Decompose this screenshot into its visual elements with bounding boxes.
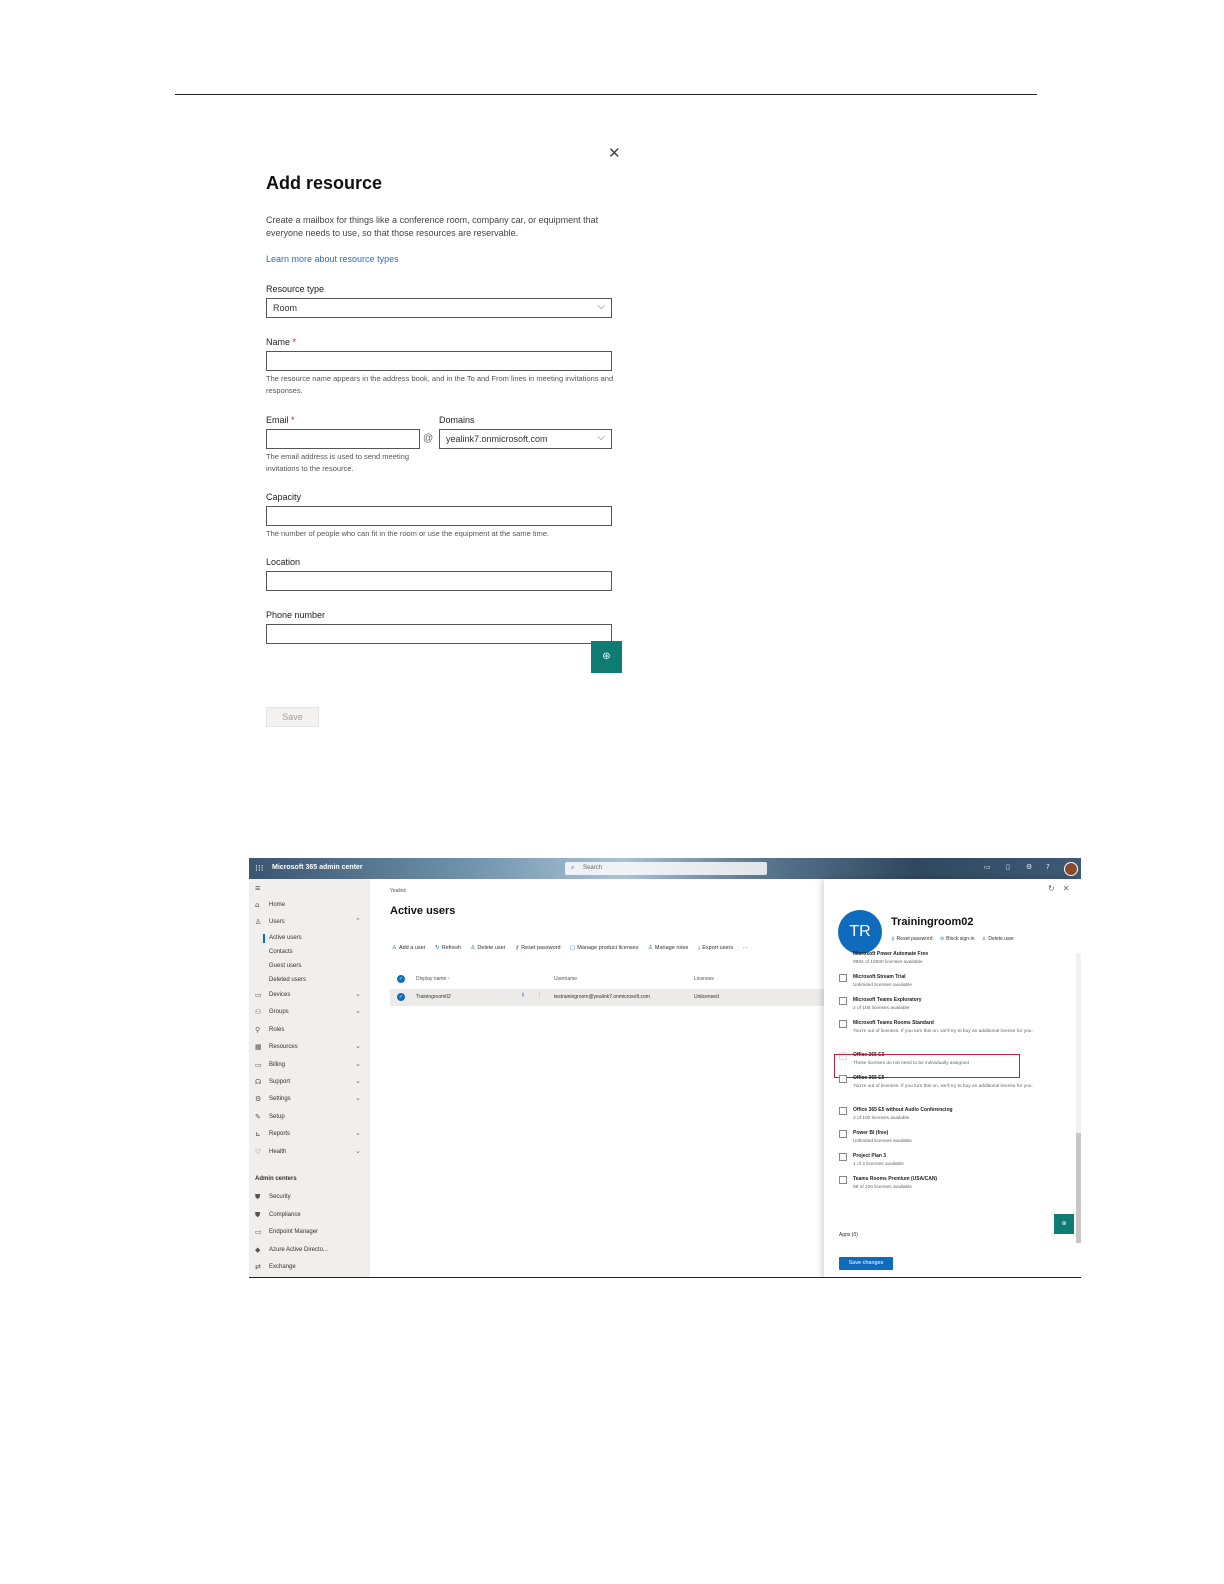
save-changes-button[interactable]: Save changes [839, 1257, 893, 1270]
license-item: Project Plan 3 1 of 2 licenses available [839, 1153, 1059, 1169]
avatar[interactable] [1064, 862, 1078, 876]
roles-icon: ♙ [647, 945, 653, 951]
resource-type-select[interactable] [266, 298, 612, 318]
capacity-hint: The number of people who can fit in the room or use the equipment at the same time. [266, 529, 550, 538]
license-item: Microsoft Teams Rooms Standard You're out of licenses. If you turn this on, we'll try to buy an additional license for you. [839, 1020, 1059, 1044]
delete-user-icon: ♙ [470, 945, 476, 951]
license-item: Teams Rooms Premium (USA/CAN) 99 of 100 licenses available [839, 1176, 1059, 1192]
export-users-button[interactable]: ⤓ Export users [697, 945, 734, 951]
row-checkbox[interactable]: ✓ [398, 994, 404, 1000]
admin-center-screenshot [249, 858, 1081, 1278]
column-licenses[interactable]: Licenses [694, 976, 714, 982]
nav-sub-guest-users[interactable]: Guest users [269, 963, 302, 969]
license-checkbox[interactable] [839, 1130, 847, 1138]
more-options-button[interactable]: ··· [742, 945, 749, 951]
page-title: Active users [390, 905, 456, 917]
app-name[interactable]: Microsoft 365 admin center [272, 864, 363, 871]
scrollbar-thumb[interactable] [1076, 1133, 1081, 1243]
license-checkbox[interactable] [839, 1176, 847, 1184]
email-label: Email * [266, 415, 295, 425]
flyout-controls [1048, 884, 1077, 893]
panel-title: Add resource [266, 173, 383, 193]
license-checkbox[interactable] [839, 1107, 847, 1115]
license-item: Power BI (free) Unlimited licenses available [839, 1130, 1059, 1146]
left-navigation [249, 879, 370, 1278]
chevron-down-icon: ⌄ [355, 1077, 361, 1085]
row-licenses: Unlicensed [694, 994, 719, 1000]
shield-icon: ⛊ [255, 1211, 261, 1219]
phone-input[interactable] [266, 624, 612, 644]
column-display-name[interactable]: Display name ↑ [416, 976, 451, 982]
endpoint-icon: ▭ [255, 1228, 262, 1236]
location-label: Location [266, 557, 301, 567]
key-icon[interactable]: ⚷ [521, 992, 525, 998]
nav-item-groups[interactable]: ⚇ Groups ⌄ [255, 1007, 361, 1016]
capacity-input[interactable] [266, 506, 612, 526]
chevron-up-icon: ⌃ [355, 917, 361, 925]
user-icon: ♙ [255, 918, 262, 926]
select-all-checkbox[interactable]: ✓ [398, 976, 404, 982]
block-icon: ⊘ [939, 936, 945, 942]
hamburger-icon[interactable]: ≡ [255, 883, 261, 893]
resources-icon: ▦ [255, 1043, 262, 1051]
name-input[interactable] [266, 351, 612, 371]
license-icon: ▢ [570, 945, 576, 951]
row-username: testrainingroom@yealink7.onmicrosoft.com [554, 994, 650, 1000]
roles-icon: ⚲ [255, 1026, 261, 1034]
key-icon: ⚷ [891, 936, 895, 942]
delete-user-icon: ♙ [981, 936, 987, 942]
at-sign: @ [423, 433, 434, 444]
gear-icon: ⚙ [255, 1095, 262, 1103]
resource-type-label: Resource type [266, 284, 325, 294]
nav-item-support[interactable]: ☊ Support ⌄ [255, 1077, 361, 1086]
admin-centers-heading: Admin centers [255, 1176, 297, 1182]
devices-icon: ▭ [255, 991, 262, 999]
reset-password-button[interactable]: ⚷ Reset password [515, 945, 561, 951]
billing-icon: ▭ [255, 1061, 262, 1069]
health-icon: ♡ [255, 1148, 262, 1156]
avatar: TR [838, 910, 882, 954]
refresh-icon: ↻ [435, 945, 440, 951]
admin-center-security[interactable]: ⛊ Security [255, 1193, 291, 1201]
help-chat-icon[interactable]: ⊛ [591, 641, 622, 673]
app-launcher-icon[interactable]: ⁝⁝⁝ [255, 863, 264, 873]
domains-label: Domains [439, 415, 475, 425]
row-display-name[interactable]: Trainingroom02 [416, 994, 451, 1000]
license-item: Microsoft Stream Trial Unlimited licenses available [839, 974, 1059, 990]
add-user-icon: ♙ [392, 945, 397, 951]
chevron-down-icon: ⌄ [355, 1129, 361, 1137]
key-icon: ⚷ [515, 945, 520, 951]
wrench-icon: ✎ [255, 1113, 261, 1121]
message-icon[interactable]: ▭ [984, 863, 991, 871]
nav-item-resources[interactable]: ▦ Resources ⌄ [255, 1042, 361, 1051]
nav-item-home[interactable]: ⌂ Home [255, 901, 286, 909]
user-name: Trainingroom02 [891, 916, 974, 928]
nav-item-health[interactable]: ♡ Health ⌄ [255, 1147, 361, 1156]
license-checkbox[interactable] [839, 974, 847, 982]
mobile-icon[interactable]: ▯ [1006, 863, 1010, 871]
delete-user-button[interactable]: ♙ Delete user [981, 936, 1014, 942]
save-button[interactable]: Save [266, 707, 319, 727]
nav-item-settings[interactable]: ⚙ Settings ⌄ [255, 1094, 361, 1103]
flyout-actions [891, 936, 1020, 942]
nav-sub-contacts[interactable]: Contacts [269, 949, 293, 955]
refresh-icon[interactable]: ↻ [1048, 884, 1063, 893]
chevron-down-icon: ⌵ [597, 432, 605, 443]
block-sign-in-button[interactable]: ⊘ Block sign-in [939, 936, 975, 942]
license-item-office-365-e3: Office 365 E3 These licenses do not need to be individually assigned [839, 1052, 1059, 1068]
panel-description: Create a mailbox for things like a conference room, company car, or equipment that everyone needs to use, so that those resources are reservable. [266, 215, 599, 238]
apps-section-toggle[interactable]: Apps (0) [839, 1232, 858, 1238]
license-checkbox[interactable] [839, 1075, 847, 1083]
chevron-down-icon: ⌄ [355, 1060, 361, 1068]
add-resource-panel [266, 140, 626, 740]
chevron-down-icon: ⌄ [355, 1007, 361, 1015]
learn-more-link[interactable]: Learn more about resource types [266, 254, 399, 264]
chevron-down-icon: ⌄ [355, 1094, 361, 1102]
resource-type-value: Room [273, 303, 298, 313]
column-username[interactable]: Username [554, 976, 578, 982]
command-bar [392, 945, 756, 952]
admin-center-endpoint-manager[interactable]: ▭ Endpoint Manager [255, 1228, 319, 1236]
nav-item-roles[interactable]: ⚲ Roles [255, 1026, 285, 1034]
table-header [390, 973, 825, 985]
main-content [370, 879, 825, 1278]
chevron-down-icon: ⌄ [355, 990, 361, 998]
chevron-down-icon: ⌵ [597, 301, 605, 312]
chevron-down-icon: ⌄ [355, 1042, 361, 1050]
license-checkbox[interactable] [839, 1020, 847, 1028]
nav-item-setup[interactable]: ✎ Setup [255, 1113, 285, 1121]
close-icon[interactable]: ✕ [608, 144, 621, 162]
manage-licenses-button[interactable]: ▢ Manage product licenses [570, 945, 639, 951]
search-icon: ⌕ [571, 864, 575, 871]
user-details-flyout [824, 879, 1081, 1278]
nav-item-users[interactable]: ♙ Users ⌃ [255, 917, 361, 926]
download-icon: ⤓ [697, 945, 701, 951]
table-row[interactable] [390, 989, 825, 1006]
name-label: Name * [266, 337, 297, 347]
nav-sub-deleted-users[interactable]: Deleted users [269, 977, 307, 983]
reports-icon: ⊾ [255, 1130, 261, 1138]
admin-center-exchange[interactable]: ⇄ Exchange [255, 1263, 296, 1271]
search-placeholder: Search [583, 865, 603, 871]
license-item: Office 365 E5 You're out of licenses. If you turn this on, we'll try to buy an additional license for you. [839, 1075, 1059, 1099]
manage-roles-button[interactable]: ♙ Manage roles [647, 945, 689, 951]
admin-center-azure-ad[interactable]: ◆ Azure Active Directo... [255, 1246, 329, 1254]
home-icon: ⌂ [255, 901, 260, 909]
license-checkbox[interactable] [839, 997, 847, 1005]
add-user-button[interactable]: ♙ Add a user [392, 945, 426, 951]
location-input[interactable] [266, 571, 612, 591]
shield-icon: ⛊ [255, 1193, 261, 1201]
nav-sub-active-users[interactable]: Active users [269, 935, 302, 941]
domains-select[interactable] [439, 429, 612, 449]
license-checkbox[interactable] [839, 1153, 847, 1161]
nav-item-billing[interactable]: ▭ Billing ⌄ [255, 1060, 361, 1069]
gear-icon[interactable]: ⚙ [1026, 863, 1033, 871]
license-item: Microsoft Power Automate Free 9984 of 10000 licenses available [839, 951, 1059, 967]
refresh-button[interactable]: ↻ Refresh [435, 945, 461, 951]
close-icon[interactable]: ✕ [1062, 884, 1078, 893]
chevron-down-icon: ⌄ [355, 1147, 361, 1155]
azure-icon: ◆ [255, 1246, 261, 1254]
phone-label: Phone number [266, 610, 326, 620]
email-input[interactable] [266, 429, 420, 449]
search-input[interactable] [565, 862, 767, 875]
row-more-icon[interactable]: ⋮ [537, 992, 542, 998]
reset-password-button[interactable]: ⚷ Reset password [891, 936, 933, 942]
admin-center-compliance[interactable]: ⛊ Compliance [255, 1211, 301, 1219]
exchange-icon: ⇄ [255, 1263, 261, 1271]
license-checkbox[interactable] [839, 951, 847, 959]
help-icon[interactable]: ? [1046, 863, 1050, 871]
domains-value: yealink7.onmicrosoft.com [446, 434, 548, 444]
name-hint: The resource name appears in the address book, and in the To and From lines in meeting invitations and responses. [266, 374, 614, 395]
breadcrumb[interactable]: Yealink [390, 888, 406, 894]
groups-icon: ⚇ [255, 1008, 262, 1016]
support-icon: ☊ [255, 1078, 262, 1086]
help-chat-icon[interactable]: ⊛ [1054, 1214, 1074, 1234]
page-header-rule [175, 94, 1037, 95]
nav-item-devices[interactable]: ▭ Devices ⌄ [255, 990, 361, 999]
license-item: Microsoft Teams Exploratory 2 of 100 licenses available [839, 997, 1059, 1013]
license-item: Office 365 E5 without Audio Conferencing 2 of 100 licenses available [839, 1107, 1059, 1123]
capacity-label: Capacity [266, 492, 302, 502]
email-hint: The email address is used to send meeting invitations to the resource. [266, 452, 409, 473]
app-header [249, 858, 1081, 879]
nav-item-reports[interactable]: ⊾ Reports ⌄ [255, 1129, 361, 1138]
delete-user-button[interactable]: ♙ Delete user [470, 945, 506, 951]
